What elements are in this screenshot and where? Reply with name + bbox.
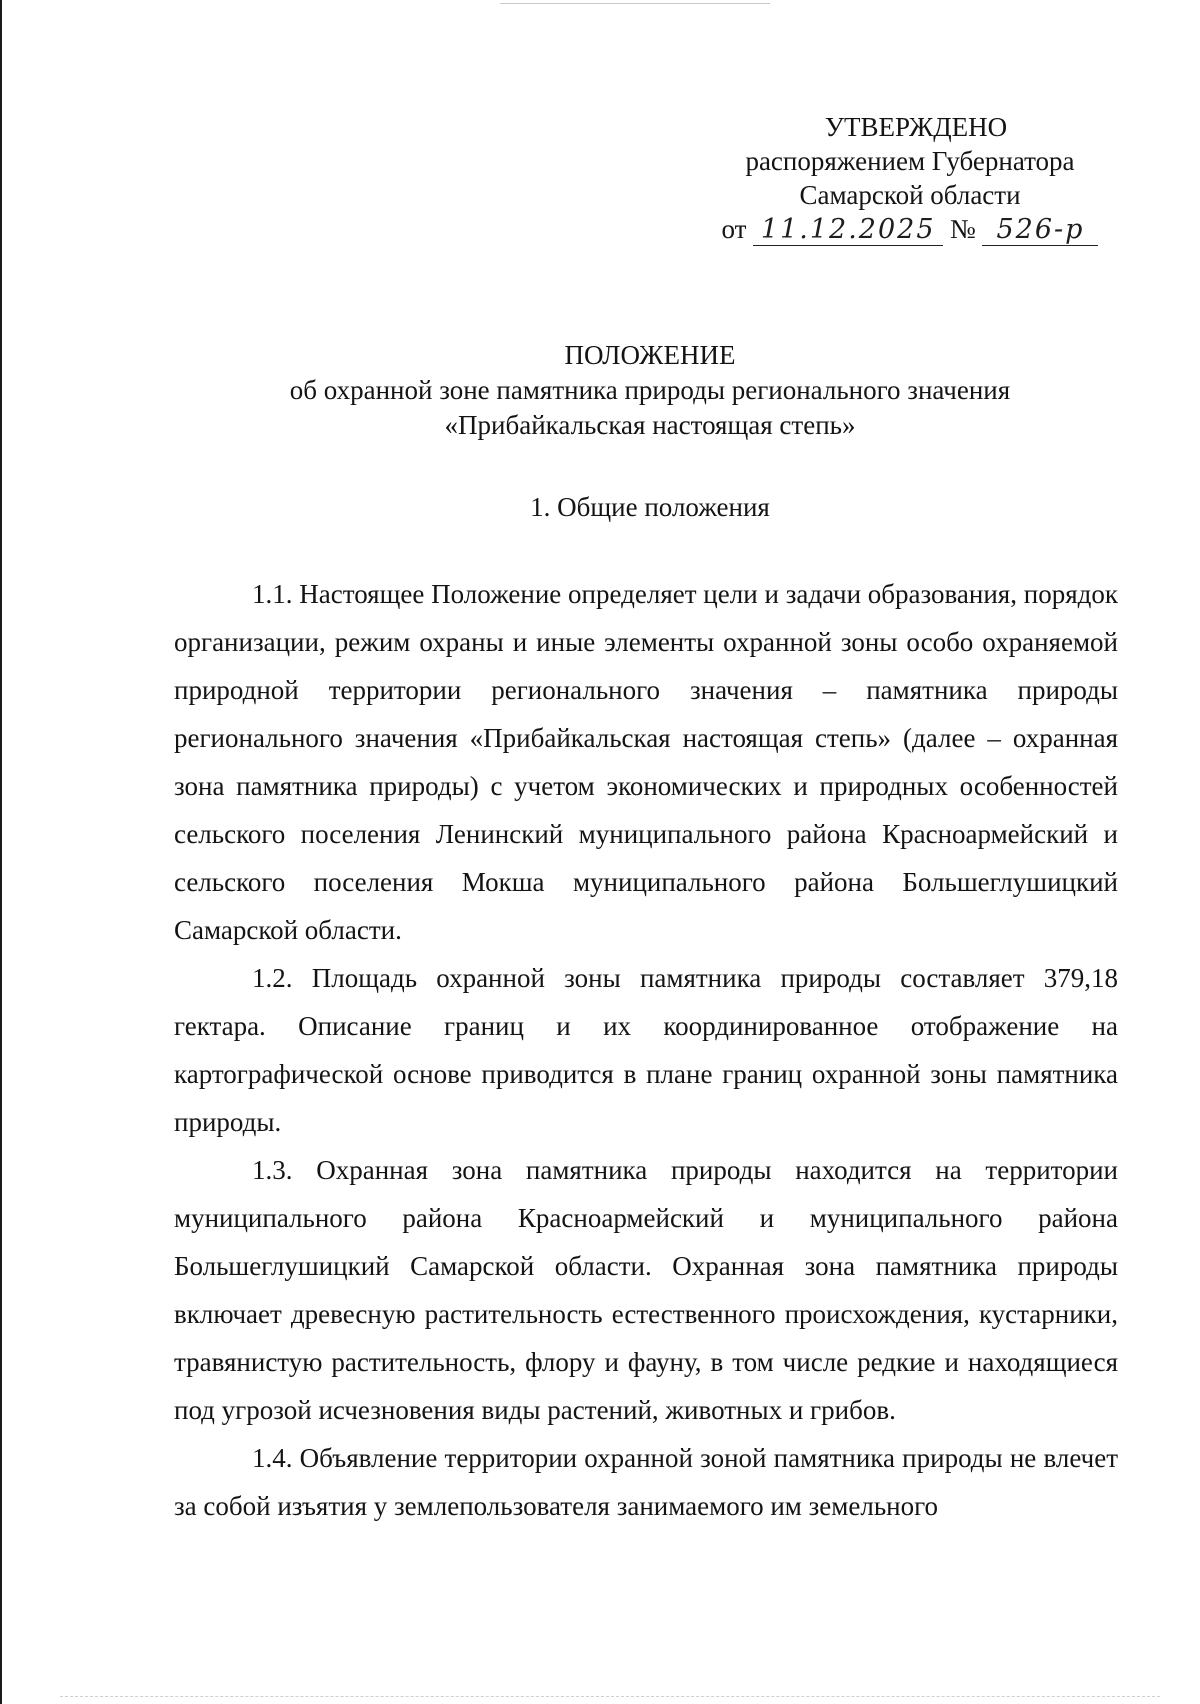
title-subtitle-1: об охранной зоне памятника природы регионального значения [289,375,1011,405]
approval-date-line [700,212,1120,246]
handwritten-date: 11.12.2025 [753,215,943,246]
approval-line-1: распоряжением Губернатора [745,146,1075,176]
paragraph-1-3: 1.3. Охранная зона памятника природы находится на территории муниципального района Красноармейский и муниципального района Большеглушицкий Самарской области. Охранная зона памятника природы включает древесную растительность естественного происхождения, кустарники, травянистую растительность, флору и фауну, в том числе редкие и находящиеся под угрозой исчезновения виды растений, животных и грибов. [174,1155,1118,1425]
number-sign: № [949,214,976,244]
date-prefix: от [721,214,747,244]
approval-line-2: Самарской области [799,180,1021,210]
approval-stamp [700,110,1120,246]
title-subtitle-2: «Прибайкальская настоящая степь» [444,410,856,440]
section-heading: 1. Общие положения [530,492,770,522]
scan-top-edge [500,3,770,4]
handwritten-number: 526-р [982,215,1098,246]
title-heading: ПОЛОЖЕНИЕ [564,340,736,370]
paragraph-1-1: 1.1. Настоящее Положение определяет цели и задачи образования, порядок организации, режим охраны и иные элементы охранной зоны особо охраняемой природной территории регионального значения – памятника природы регионального значения «Прибайкальская настоящая степь» (далее – охранная зона памятника природы) с учетом экономических и природных особенностей сельского поселения Ленинский муниципального района Красноармейский и сельского поселения Мокша муниципального района Большеглушицкий Самарской области. [174,579,1118,945]
approval-heading: УТВЕРЖДЕНО [824,112,1008,142]
document-body [174,570,1118,1530]
paragraph-1-2: 1.2. Площадь охранной зоны памятника природы составляет 379,18 гектара. Описание границ и их координированное отображение на картографической основе приводится в плане границ охранной зоны памятника природы. [174,963,1118,1137]
scan-left-edge [0,0,2,1704]
document-title [120,338,1180,443]
scan-bottom-edge [60,1696,1160,1698]
paragraph-1-4: 1.4. Объявление территории охранной зоной памятника природы не влечет за собой изъятия у землепользователя занимаемого им земельного [174,1443,1118,1521]
